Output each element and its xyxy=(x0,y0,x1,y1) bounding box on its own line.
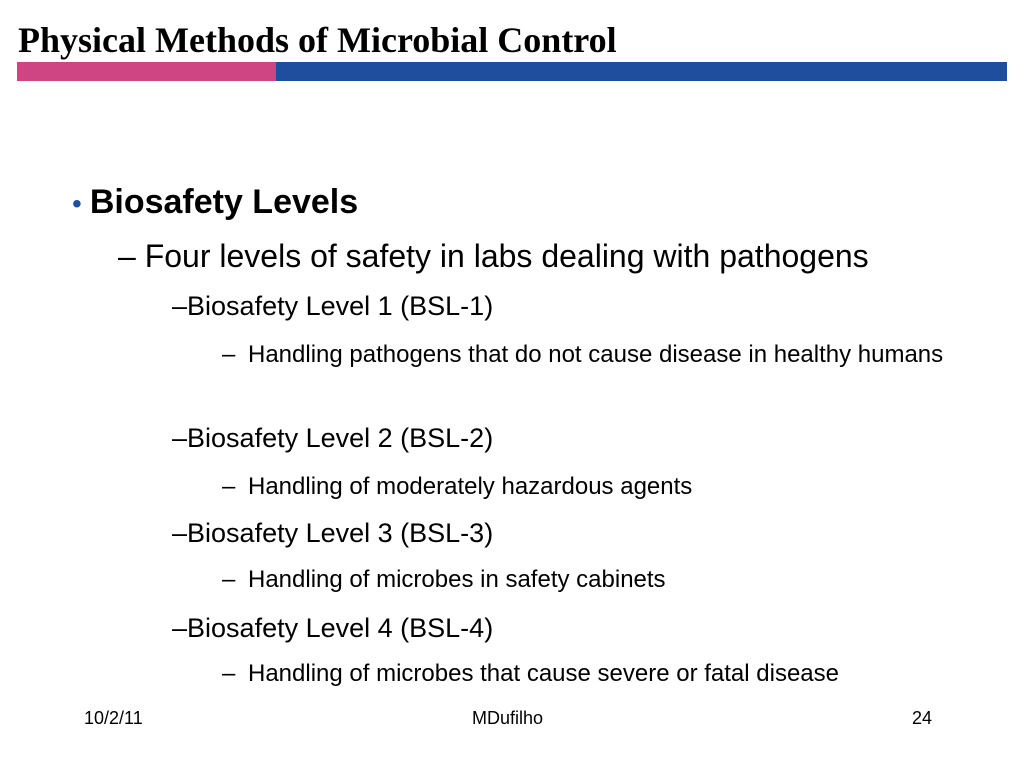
level-3-label: Biosafety Level 3 (BSL-3) xyxy=(187,518,494,548)
subheading-text: Four levels of safety in labs dealing with pathogens xyxy=(144,238,869,274)
dash-icon: – xyxy=(222,473,236,500)
footer-page-number: 24 xyxy=(912,708,933,728)
dash-icon: – xyxy=(222,566,236,593)
footer-author: MDufilho xyxy=(472,708,544,728)
level-4-desc-item xyxy=(222,658,908,689)
level-4-description: Handling of microbes that cause severe or fatal disease xyxy=(248,660,839,687)
level-4-item xyxy=(172,611,493,645)
heading-text: Biosafety Levels xyxy=(89,183,359,221)
level-2-desc-item xyxy=(222,471,948,502)
footer-date: 10/2/11 xyxy=(84,708,143,728)
subheading-item xyxy=(118,236,869,276)
dash-icon: – xyxy=(172,518,188,548)
dash-icon: – xyxy=(118,238,136,274)
level-1-label: Biosafety Level 1 (BSL-1) xyxy=(187,291,494,321)
level-3-item xyxy=(172,516,493,550)
slide-title: Physical Methods of Microbial Control xyxy=(18,20,617,60)
heading-bullet xyxy=(72,180,358,226)
title-underline-pink xyxy=(17,62,276,81)
dash-icon: – xyxy=(172,613,188,643)
level-1-item xyxy=(172,289,493,323)
level-2-description: Handling of moderately hazardous agents xyxy=(248,473,693,500)
title-underline-blue xyxy=(276,62,1007,81)
level-2-label: Biosafety Level 2 (BSL-2) xyxy=(187,423,494,453)
bullet-icon: • xyxy=(72,188,82,219)
level-1-desc-item xyxy=(222,339,948,370)
level-1-description: Handling pathogens that do not cause disease in healthy humans xyxy=(248,341,944,368)
dash-icon: – xyxy=(172,291,188,321)
dash-icon: – xyxy=(172,423,188,453)
dash-icon: – xyxy=(222,660,236,687)
dash-icon: – xyxy=(222,341,236,368)
level-3-description: Handling of microbes in safety cabinets xyxy=(248,566,666,593)
level-2-item xyxy=(172,421,493,455)
level-3-desc-item xyxy=(222,564,948,595)
level-4-label: Biosafety Level 4 (BSL-4) xyxy=(187,613,494,643)
